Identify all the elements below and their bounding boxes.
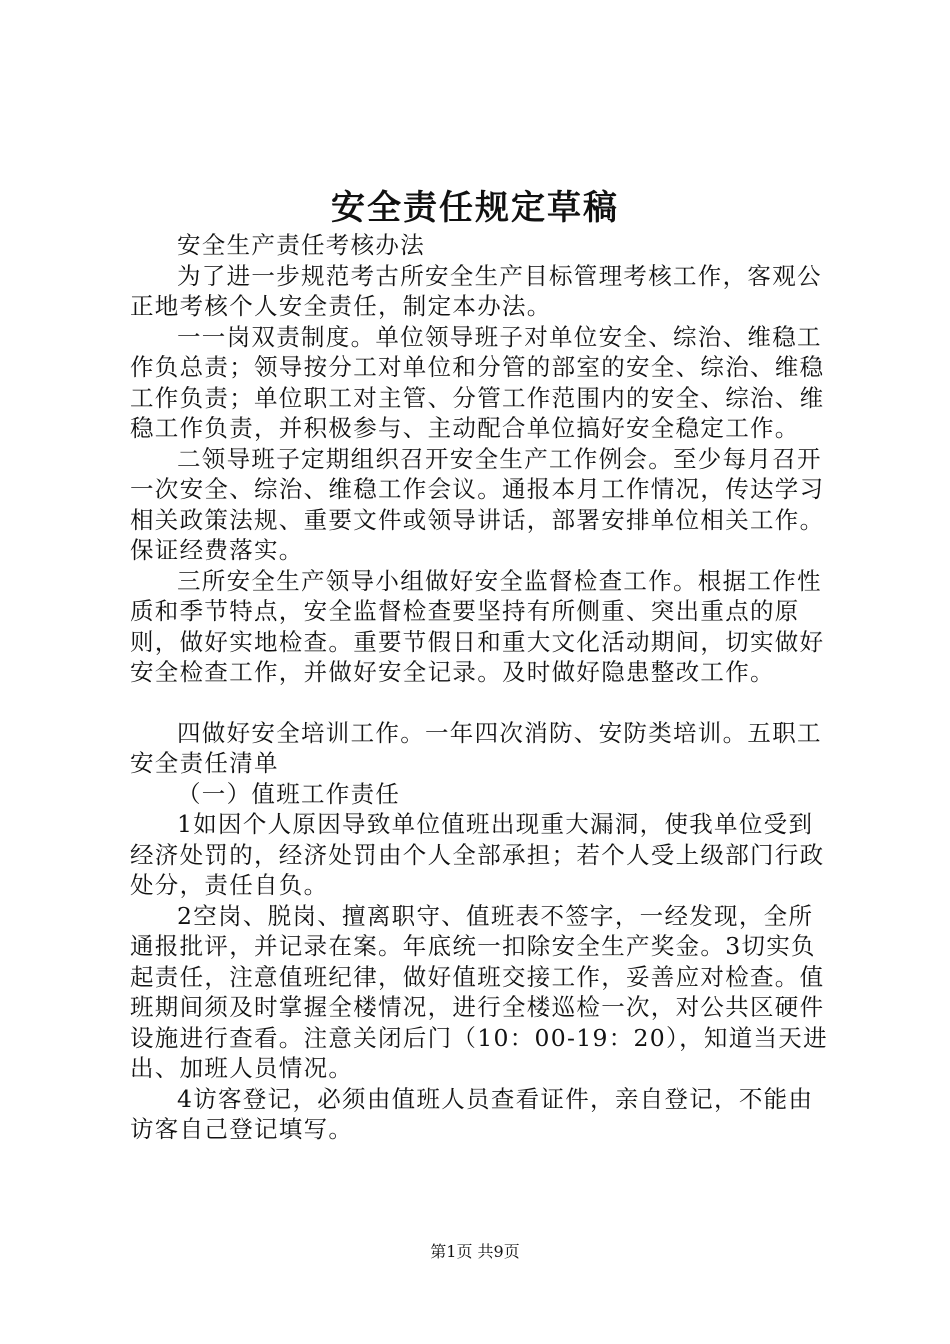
document-body: [130, 230, 835, 1145]
paragraph-subheading: （一）值班工作责任: [177, 779, 401, 808]
paragraph: 四做好安全培训工作。一年四次消防、安防类培训。五职工安全责任清单: [130, 718, 822, 777]
paragraph: 一一岗双责制度。单位领导班子对单位安全、综治、维稳工作负总责；领导按分工对单位和分管的部室的安全、综治、维稳工作负责；单位职工对主管、分管工作范围内的安全、综治、维稳工作负责，并积极参与、主动配合单位搞好安全稳定工作。: [130, 322, 825, 442]
page-number-footer: 第1页 共9页: [430, 1242, 520, 1261]
paragraph: 1如因个人原因导致单位值班出现重大漏洞，使我单位受到经济处罚的，经济处罚由个人全部承担；若个人受上级部门行政处分，责任自负。: [130, 810, 825, 899]
paragraph: 三所安全生产领导小组做好安全监督检查工作。根据工作性质和季节特点，安全监督检查要坚持有所侧重、突出重点的原则，做好实地检查。重要节假日和重大文化活动期间，切实做好安全检查工作，并做好安全记录。及时做好隐患整改工作。: [130, 566, 825, 686]
paragraph: 为了进一步规范考古所安全生产目标管理考核工作，客观公正地考核个人安全责任，制定本办法。: [130, 261, 822, 320]
paragraph: 4访客登记，必须由值班人员查看证件，亲自登记，不能由访客自己登记填写。: [130, 1084, 814, 1143]
document-title: 安全责任规定草稿: [331, 188, 619, 228]
paragraph: 二领导班子定期组织召开安全生产工作例会。至少每月召开一次安全、综治、维稳工作会议。通报本月工作情况，传达学习相关政策法规、重要文件或领导讲话，部署安排单位相关工作。保证经费落实。: [130, 444, 825, 564]
paragraph-heading: 安全生产责任考核办法: [177, 231, 425, 259]
paragraph: 2空岗、脱岗、擅离职守、值班表不签字，一经发现，全所通报批评，并记录在案。年底统一扣除安全生产奖金。3切实负起责任，注意值班纪律，做好值班交接工作，妥善应对检查。值班期间须及时掌握全楼情况，进行全楼巡检一次，对公共区硬件设施进行查看。注意关闭后门（10：00-19：20），知道当天进出、加班人员情况。: [130, 901, 828, 1082]
